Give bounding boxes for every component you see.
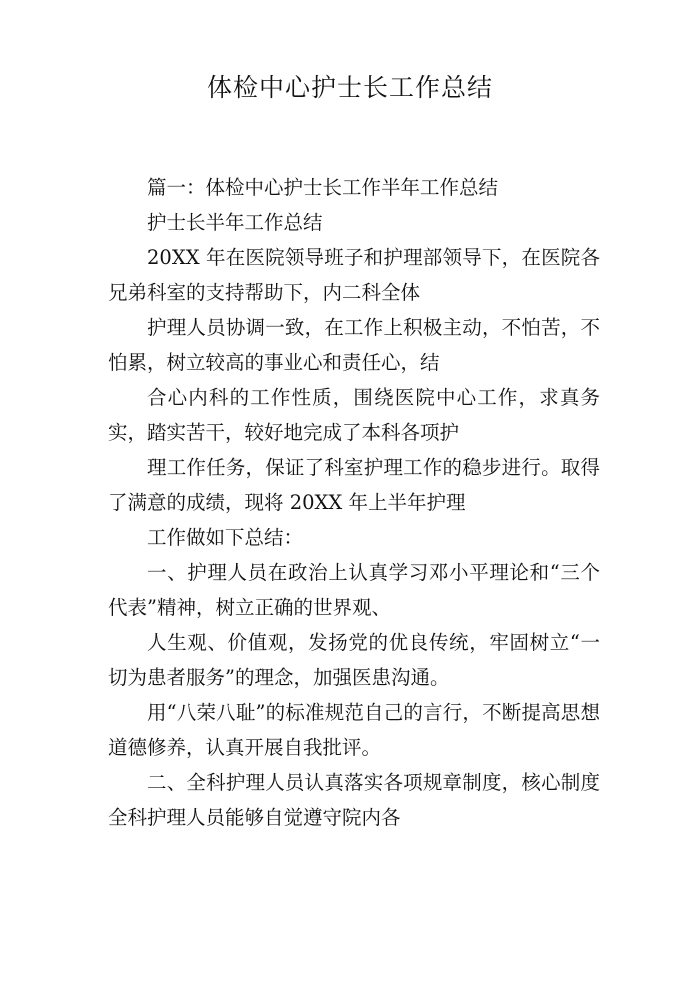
body-paragraph: 理工作任务，保证了科室护理工作的稳步进行。取得了满意的成绩，现将 20XX 年上半年护理 [108,456,600,514]
body-paragraph: 护理人员协调一致，在工作上积极主动，不怕苦，不怕累，树立较高的事业心和责任心，结 [108,316,600,374]
document-body [108,170,600,835]
body-paragraph: 用“八荣八耻”的标准规范自己的言行，不断提高思想道德修养，认真开展自我批评。 [108,701,600,759]
document-title: 体检中心护士长工作总结 [206,73,493,102]
body-paragraph: 工作做如下总结： [147,526,304,549]
body-paragraph: 一、护理人员在政治上认真学习邓小平理论和“三个代表”精神，树立正确的世界观、 [108,561,600,619]
section-heading: 篇一：体检中心护士长工作半年工作总结 [147,176,499,199]
body-paragraph: 人生观、价值观，发扬党的优良传统，牢固树立“一切为患者服务”的理念，加强医患沟通。 [108,631,600,689]
body-paragraph: 20XX 年在医院领导班子和护理部领导下，在医院各兄弟科室的支持帮助下，内二科全体 [108,246,600,304]
subsection-heading: 护士长半年工作总结 [147,211,323,234]
body-paragraph: 合心内科的工作性质，围绕医院中心工作，求真务实，踏实苦干，较好地完成了本科各项护 [108,386,600,444]
body-paragraph: 二、全科护理人员认真落实各项规章制度，核心制度全科护理人员能够自觉遵守院内各 [108,771,600,829]
